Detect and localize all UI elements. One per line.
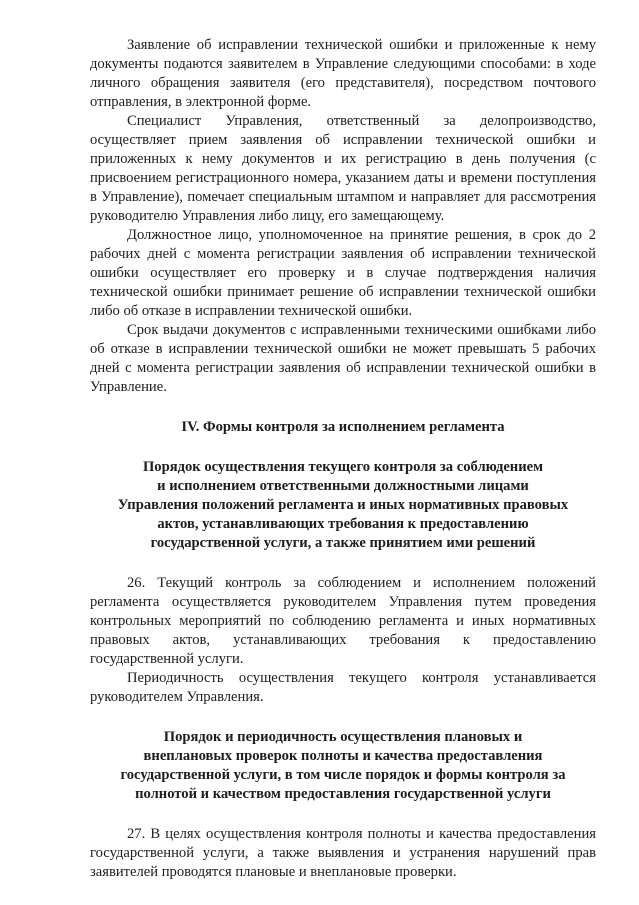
paragraph-verification: Должностное лицо, уполномоченное на принятие решения, в срок до 2 рабочих дней с момента регистрации заявления об исправлении технической ошибки осуществляет его проверку и в случае подтверждения наличия технической ошибки принимает решение об исправлении технической ошибки либо об отказе в исправлении технической ошибки.	[90, 227, 596, 319]
paragraph-periodicity: Периодичность осуществления текущего контроля устанавливается руководителем Управления.	[90, 670, 596, 705]
paragraph-issue-deadline: Срок выдачи документов с исправленными техническими ошибками либо об отказе в исправлении технической ошибки не может превышать 5 рабочих дней с момента регистрации заявления об исправлении технической ошибки в Управление.	[90, 322, 596, 395]
subheading-line: государственной услуги, в том числе порядок и формы контроля за	[120, 767, 566, 783]
subheading-line: и исполнением ответственными должностными лицами	[157, 478, 529, 494]
subheading-line: Порядок осуществления текущего контроля за соблюдением	[142, 459, 544, 475]
paragraph-27: 27. В целях осуществления контроля полноты и качества предоставления государственной услуги, а также выявления и устранения нарушений прав заявителей проводятся плановые и внеплановые проверки.	[90, 826, 596, 880]
paragraph-registration: Специалист Управления, ответственный за делопроизводство, осуществляет прием заявления об исправлении технической ошибки и приложенных к нему документов и их регистрацию в день получения (с присвоением регистрационного номера, указанием даты и времени поступления в Управление), помечает специальным штампом и направляет для рассмотрения руководителю Управления либо лицу, его замещающему.	[90, 113, 596, 224]
paragraph-correction-submission: Заявление об исправлении технической ошибки и приложенные к нему документы подаются заявителем в Управление следующими способами: в ходе личного обращения заявителя (его представителя), посредством почтового отправления, в электронной форме.	[90, 37, 596, 110]
subheading-inspections	[90, 728, 596, 804]
subheading-line: Управления положений регламента и иных нормативных правовых	[117, 497, 569, 513]
subheading-current-control	[90, 458, 596, 553]
document-page	[90, 36, 596, 882]
subheading-line: государственной услуги, а также принятием ими решений	[150, 535, 536, 551]
subheading-line: актов, устанавливающих требования к предоставлению	[157, 516, 529, 532]
subheading-line: полнотой и качеством предоставления государственной услуги	[135, 786, 551, 802]
section-title-iv: IV. Формы контроля за исполнением регламента	[181, 419, 505, 435]
subheading-line: внеплановых проверок полноты и качества предоставления	[143, 748, 543, 764]
subheading-line: Порядок и периодичность осуществления плановых и	[163, 729, 523, 745]
paragraph-26: 26. Текущий контроль за соблюдением и исполнением положений регламента осуществляется руководителем Управления путем проведения контрольных мероприятий по соблюдению регламента и иных нормативных правовых актов, устанавливающих требования к предоставлению государственной услуги.	[90, 575, 596, 667]
